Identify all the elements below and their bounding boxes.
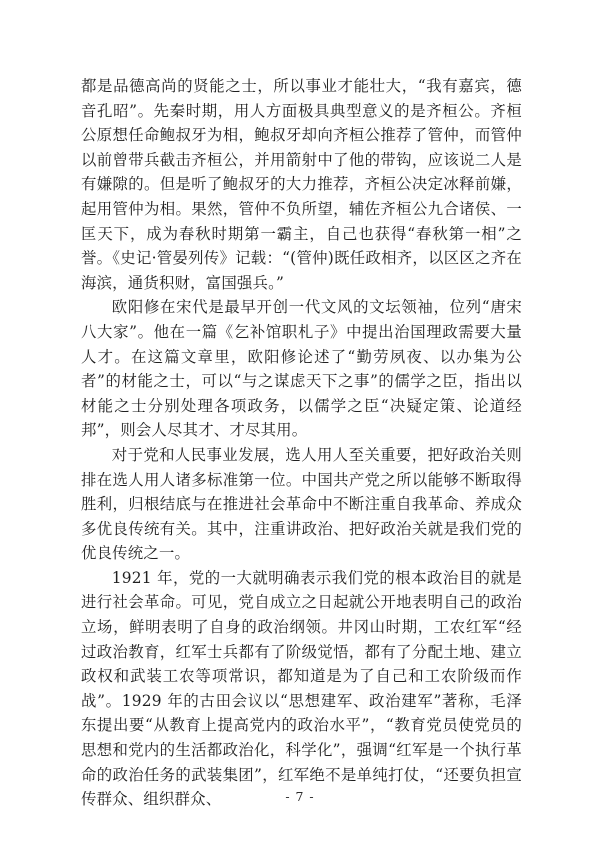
page-number: - 7 - bbox=[285, 789, 315, 804]
paragraph-continuation: 都是品德高尚的贤能之士，所以事业才能壮大，“我有嘉宾，德音孔昭”。先秦时期，用人方面极具典型意义的是齐桓公。齐桓公原想任命鲍叔牙为相，鲍叔牙却向齐桓公推荐了管仲，而管仲以前曾带兵截击齐桓公，并用箭射中了他的带钩，应该说二人是有嫌隙的。但是听了鲍叔牙的大力推荐，齐桓公决定冰释前嫌，起用管仲为相。果然，管仲不负所望，辅佐齐桓公九合诸侯、一匡天下，成为春秋时期第一霸主，自己也获得“春秋第一相”之誉。《史记·管晏列传》记载：“(管仲)既任政相齐，以区区之齐在海滨，通货积财，富国强兵。” bbox=[81, 77, 522, 292]
paragraph-party-selection: 对于党和人民事业发展，选人用人至关重要，把好政治关则排在选人用人诸多标准第一位。中国共产党之所以能够不断取得胜利，归根结底与在推进社会革命中不断注重自我革命、养成众多优良传统有关。其中，注重讲政治、把好政治关就是我们党的优良传统之一。 bbox=[81, 445, 522, 563]
paragraph-ouyangxiu: 欧阳修在宋代是最早开创一代文风的文坛领袖，位列“唐宋八大家”。他在一篇《乞补馆职札子》中提出治国理政需要大量人才。在这篇文章里，欧阳修论述了“勤劳夙夜、以办集为公者”的材能之士，可以“与之谋虑天下之事”的儒学之臣，指出以材能之士分别处理各项政务，以儒学之臣“决疑定策、论道经邦”，则会人尽其才、才尽其用。 bbox=[81, 298, 522, 440]
paragraph-1921-history: 1921 年，党的一大就明确表示我们党的根本政治目的就是进行社会革命。可见，党自成立之日起就公开地表明自己的政治立场，鲜明表明了自身的政治纲领。井冈山时期，工农红军“经过政治教育，红军士兵都有了阶级觉悟，都有了分配土地、建立政权和武装工农等项常识，都知道是为了自己和工农阶级而作战”。1929 年的古田会议以“思想建军、政治建军”著称，毛泽东提出要“从教育上提高党内的政治水平”，“教育党员使党员的思想和党内的生活都政治化，科学化”，强调“红军是一个执行革命的政治任务的武装集团”，红军绝不是单纯打仗，“还要负担宣传群众、组织群众、 bbox=[81, 568, 522, 809]
text-block bbox=[81, 74, 522, 812]
